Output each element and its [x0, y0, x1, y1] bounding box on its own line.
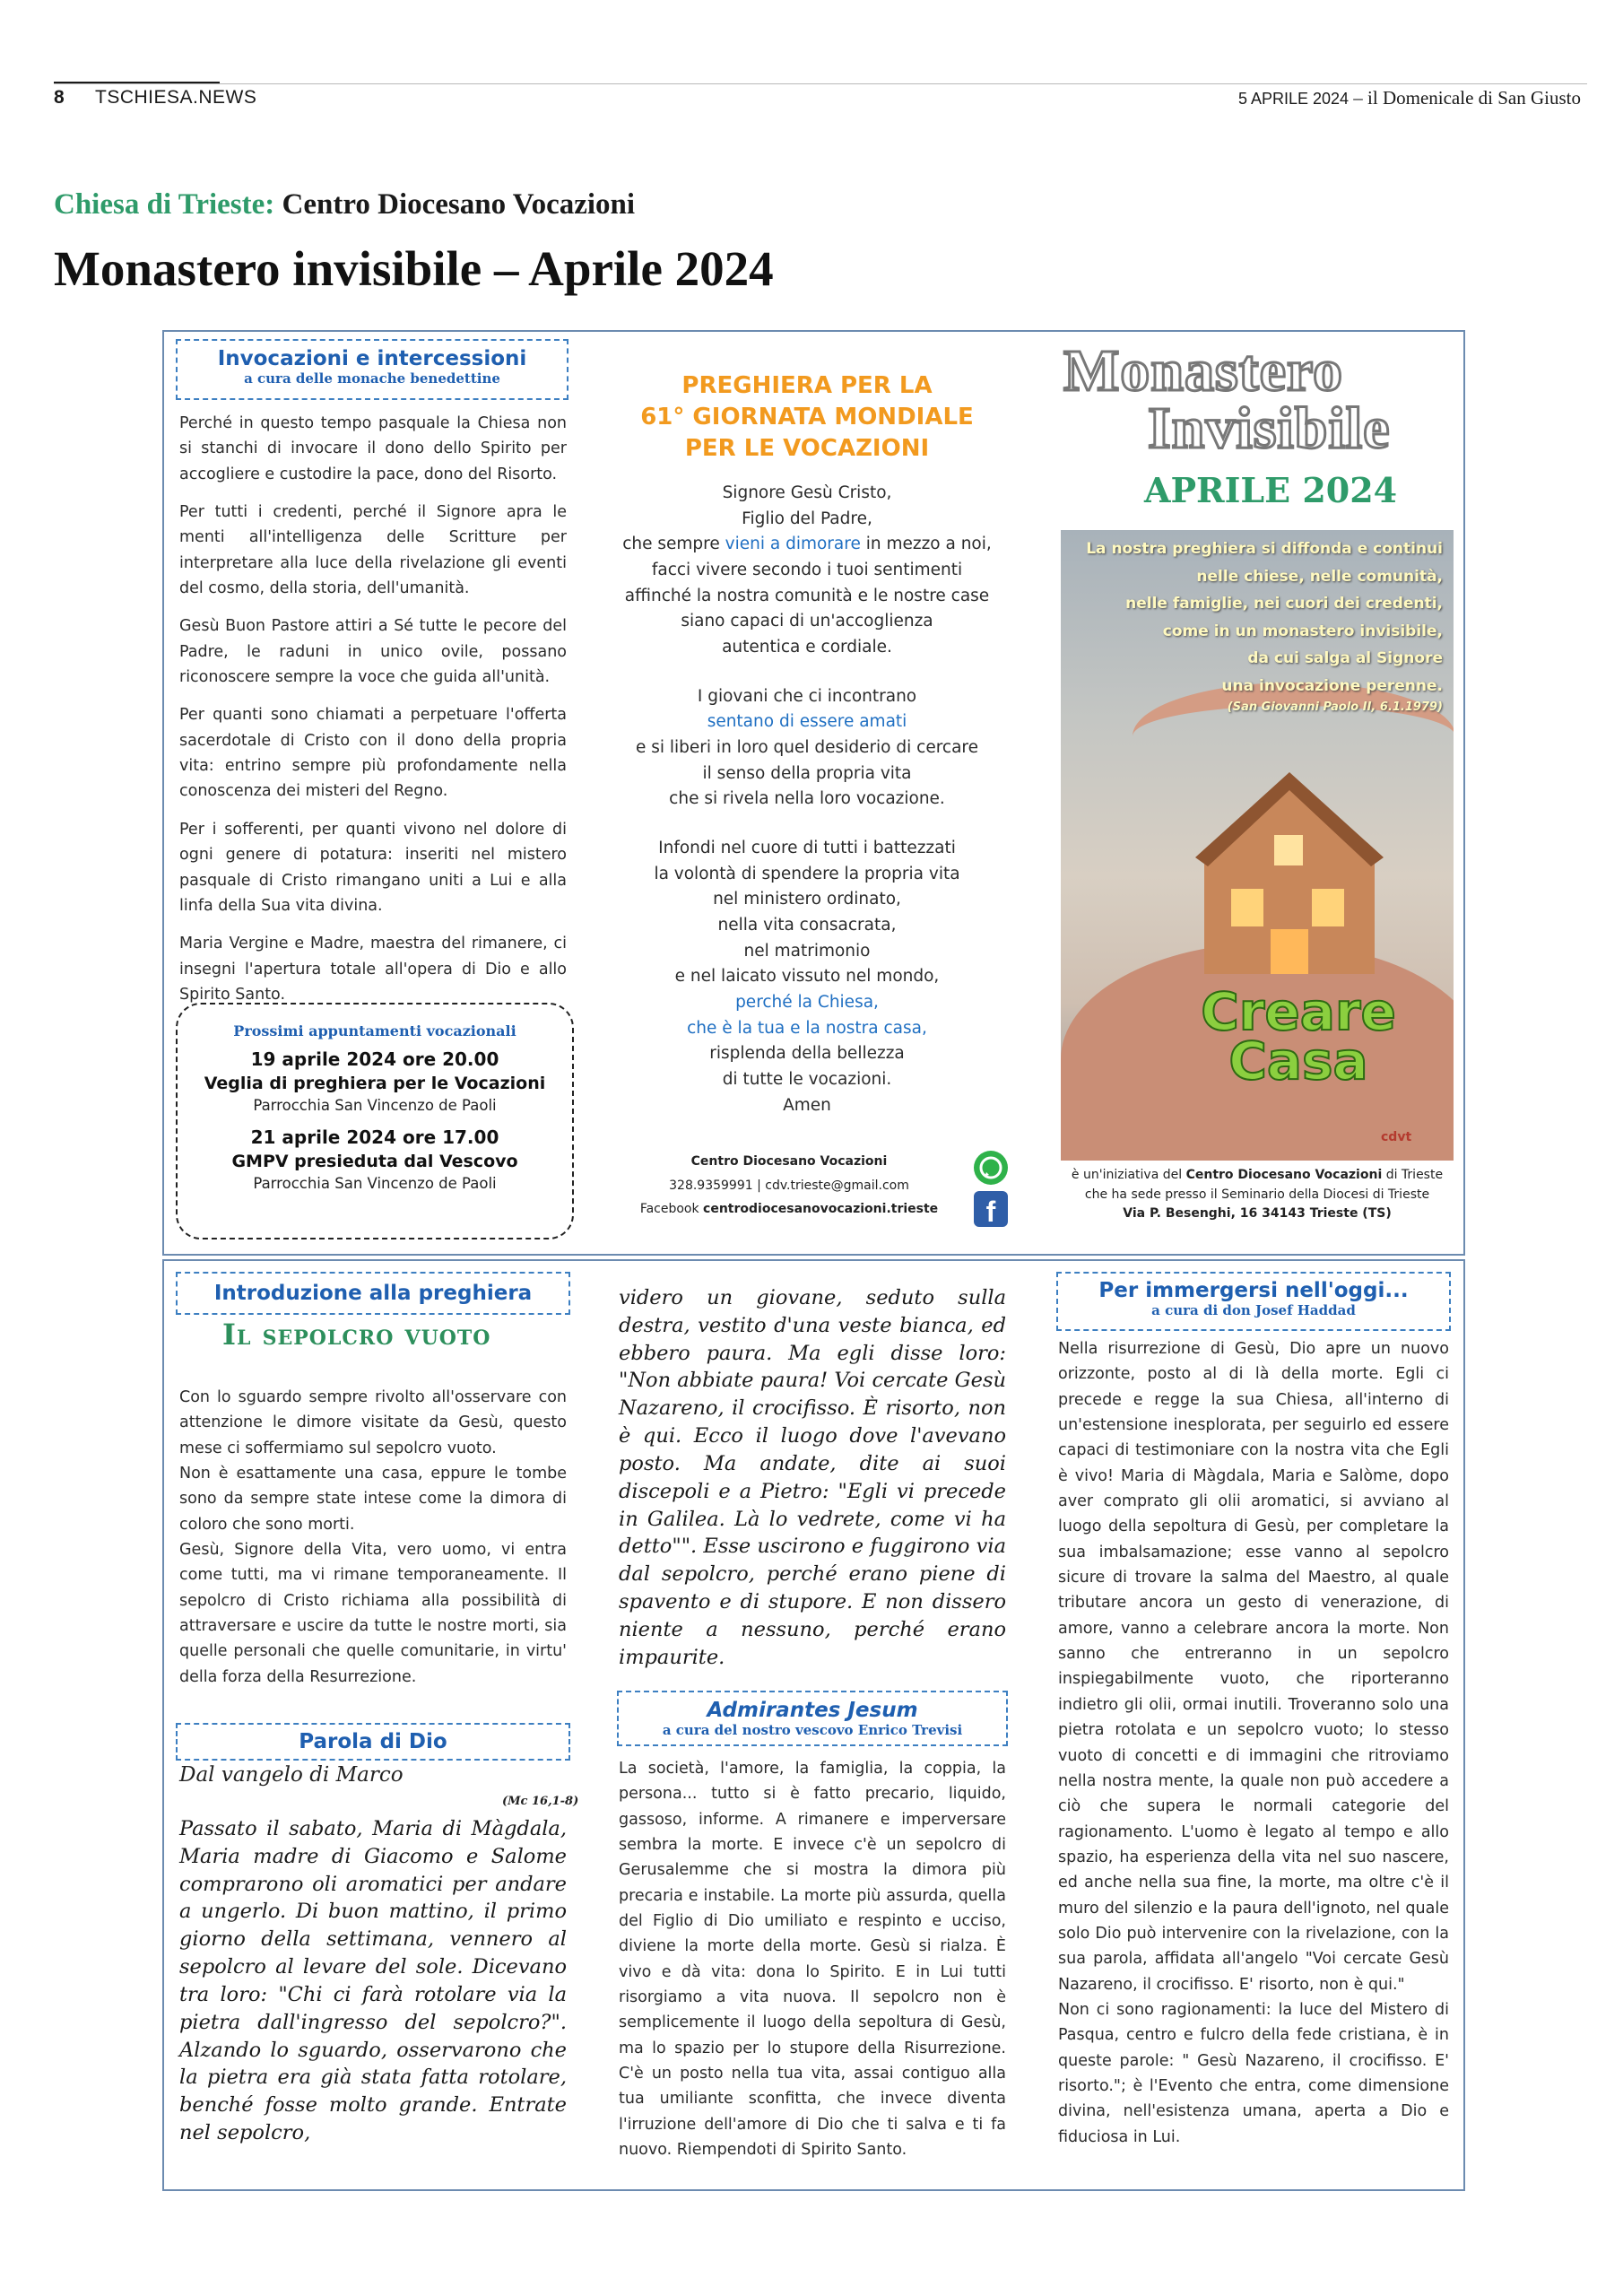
- appointments-title: Prossimi appuntamenti vocazionali: [233, 1022, 516, 1039]
- cdv-logo: cdvt: [1381, 1130, 1412, 1144]
- admirantes-subtitle: a cura del nostro vescovo Enrico Trevisi: [662, 1722, 963, 1738]
- whatsapp-glyph: [974, 1151, 1008, 1185]
- parola-title: Parola di Dio: [299, 1730, 447, 1753]
- prayer-line: facci vivere secondo i tuoi sentimenti: [651, 561, 963, 580]
- quote-line: La nostra preghiera si diffonda e continui: [1086, 540, 1443, 558]
- event1-place: Parrocchia San Vincenzo de Paoli: [253, 1097, 497, 1114]
- brand-title-line2: Invisibile: [1148, 396, 1391, 461]
- prayer-highlight: vieni a dimorare: [725, 535, 861, 554]
- invocazioni-paragraph: Maria Vergine e Madre, maestra del rimanere, ci insegni l'apertura totale all'opera di Dio e allo Spirito Santo.: [179, 935, 567, 1004]
- prayer-highlight: perché la Chiesa,: [735, 993, 879, 1013]
- prayer-highlight: sentano di essere amati: [707, 712, 907, 732]
- quote-source: (San Giovanni Paolo II, 6.1.1979): [1227, 700, 1443, 714]
- prayer-line: nel matrimonio: [743, 941, 871, 961]
- quote-line: da cui salga al Signore: [1247, 649, 1443, 668]
- theme-line: Creare: [1201, 981, 1396, 1042]
- event2-place: Parrocchia San Vincenzo de Paoli: [253, 1175, 497, 1192]
- facebook-icon[interactable]: [974, 1191, 1008, 1227]
- prayer-line: I giovani che ci incontrano: [697, 686, 917, 706]
- initiative-fragment: è un'iniziativa del: [1071, 1168, 1186, 1182]
- contact-phone-email[interactable]: 328.9359991 | cdv.trieste@gmail.com: [669, 1178, 909, 1193]
- introduzione-paragraph: Non è esattamente una casa, eppure le tombe sono da sempre state intese come la dimora di coloro che sono morti.: [179, 1465, 567, 1534]
- invocazioni-subtitle: a cura delle monache benedettine: [244, 370, 500, 387]
- event1-date: 19 aprile 2024 ore 20.00: [250, 1048, 499, 1070]
- prayer-title-line: PREGHIERA PER LA: [681, 372, 933, 399]
- event1-name: Veglia di preghiera per le Vocazioni: [204, 1074, 546, 1093]
- prayer-title-line: 61° GIORNATA MONDIALE: [640, 404, 974, 431]
- prayer-line: autentica e cordiale.: [722, 638, 892, 657]
- publication-name: TSCHIESA.NEWS: [95, 87, 257, 108]
- appointments-box: [176, 1003, 574, 1239]
- prayer-text: [610, 481, 1004, 1118]
- introduzione-paragraph: Con lo sguardo sempre rivolto all'osservare con attenzione le dimore visitate da Gesù, questo mese ci soffermiamo sul sepolcro vuoto.: [179, 1388, 567, 1457]
- prayer-line: siano capaci di un'accoglienza: [681, 612, 933, 631]
- article-headline: Monastero invisibile – Aprile 2024: [54, 241, 774, 296]
- theme-line: Casa: [1228, 1031, 1368, 1092]
- parola-text-part2: videro un giovane, seduto sulla destra, vestito d'una veste bianca, ed ebbero paura. Ma egli disse loro: "Non abbiate paura! Voi cercate Gesù Nazareno, il crocifisso. È risorto, non è qui. Ecco il luogo dove l'avevano posto. Ma andate, dite ai suoi discepoli e a Pietro: "Egli vi precede in Galilea. Là lo vedrete, come vi ha detto"". Esse uscirono e fuggirono via dal sepolcro, perché erano piene di spavento e di stupore. E non dissero niente a nessuno, perché erano impaurite.: [619, 1286, 1006, 1669]
- prayer-fragment: che sempre: [622, 535, 725, 554]
- facebook-glyph: f: [985, 1196, 996, 1228]
- sepolcro-heading: Il sepolcro vuoto: [222, 1318, 491, 1352]
- kicker-office: Centro Diocesano Vocazioni: [274, 188, 636, 221]
- theme-title: [1150, 981, 1446, 1092]
- admirantes-header-box: [617, 1691, 1008, 1746]
- initiative-note: [1065, 1166, 1449, 1224]
- john-paul-quote: [1066, 535, 1443, 700]
- invocazioni-text: [179, 411, 567, 1007]
- kicker-church: Chiesa di Trieste:: [54, 188, 275, 221]
- invocazioni-paragraph: Per quanti sono chiamati a perpetuare l'offerta sacerdotale di Cristo con il dono della propria vita: entrino sempre più profondamente nella conoscenza dei misteri del Regno.: [179, 706, 567, 801]
- facebook-label: Facebook: [639, 1202, 704, 1217]
- prayer-highlight: che è la tua e la nostra casa,: [687, 1018, 927, 1038]
- introduzione-header-box: [176, 1272, 570, 1315]
- initiative-address: Via P. Besenghi, 16 34143 Trieste (TS): [1123, 1206, 1392, 1222]
- parola-header-box: [176, 1723, 570, 1761]
- invocazioni-paragraph: Gesù Buon Pastore attiri a Sé tutte le pecore del Padre, le raduni in unico ovile, possano riconoscere sempre la voce che guida all'unità.: [179, 617, 567, 687]
- initiative-line: che ha sede presso il Seminario della Diocesi di Trieste: [1084, 1187, 1430, 1202]
- prayer-line: nella vita consacrata,: [717, 916, 897, 935]
- prayer-line: nel ministero ordinato,: [713, 890, 901, 909]
- initiative-line: [1065, 1166, 1449, 1186]
- prayer-line: [610, 532, 1004, 558]
- prayer-line: il senso della propria vita: [702, 763, 912, 783]
- prayer-line: Amen: [783, 1095, 831, 1115]
- introduzione-paragraph: Gesù, Signore della Vita, vero uomo, vi entra come tutti, ma vi rimane temporaneamente. Il sepolcro di Cristo richiama alla possibilità di attraversare e uscire da tutte le nostre morti, sia quelle personali che quelle comunitarie, in virtu' della forza della Resurrezione.: [179, 1541, 567, 1686]
- prayer-stanza-gap: [610, 813, 1004, 836]
- header-rule: [54, 83, 1587, 84]
- prayer-line: risplenda della bellezza: [709, 1044, 905, 1064]
- admirantes-text: La società, l'amore, la famiglia, la coppia, la persona... tutto si è fatto precario, liquido, gassoso, informe. A rimanere e imperversare sembra la morte. E invece c'è un sepolcro di Gerusalemme che si mostra la dimora più precaria e instabile. La morte più assurda, quella del Figlio di Dio umiliato e respinto e ucciso, diviene la morte della morte. Gesù si rialza. È vivo e dà vita: dona lo Spirito. E in Lui tutti risorgiamo a vita nuova. Il sepolcro non è semplicemente il luogo della sepoltura di Gesù, ma lo spazio per lo stupore della Risurrezione. C'è un posto nella tua vita, assai contiguo alla tua umiliante sconfitta, che invece diventa l'irruzione dell'amore di Dio che ti salva e ti fa nuovo. Riempendoti di Spirito Santo.: [619, 1760, 1006, 2160]
- whatsapp-icon[interactable]: [974, 1151, 1008, 1185]
- issue-line: [1238, 87, 1581, 109]
- immergersi-title: Per immergersi nell'oggi...: [1098, 1279, 1409, 1302]
- house-in-hands-photo: [1061, 530, 1454, 1161]
- prayer-line: Infondi nel cuore di tutti i battezzati: [658, 839, 956, 858]
- quote-line: come in un monastero invisibile,: [1162, 622, 1443, 640]
- quote-line: nelle chiese, nelle comunità,: [1196, 567, 1443, 586]
- introduzione-text: [179, 1385, 567, 1690]
- article-kicker: [54, 188, 635, 222]
- contact-org: Centro Diocesano Vocazioni: [690, 1154, 888, 1169]
- invocazioni-paragraph: Perché in questo tempo pasquale la Chiesa non si stanchi di invocare il dono dello Spirito per accogliere e custodire la pace, dono del Risorto.: [179, 414, 567, 483]
- contact-block: [619, 1150, 959, 1222]
- immergersi-subtitle: a cura di don Josef Haddad: [1151, 1302, 1356, 1318]
- prayer-line: Signore Gesù Cristo,: [722, 483, 892, 502]
- prayer-line: Figlio del Padre,: [742, 509, 872, 528]
- prayer-title-line: PER LE VOCAZIONI: [684, 435, 930, 463]
- introduzione-title: Introduzione alla preghiera: [213, 1282, 533, 1305]
- prayer-line: di tutte le vocazioni.: [722, 1070, 892, 1090]
- prayer-line: e nel laicato vissuto nel mondo,: [674, 967, 940, 987]
- invocazioni-paragraph: Per i sofferenti, per quanti vivono nel dolore di ogni genere di potatura: inseriti nel mistero pasquale di Cristo rimangano uniti a Lui e alla linfa della Sua vita divina.: [179, 820, 567, 915]
- contact-facebook[interactable]: [619, 1197, 959, 1222]
- page-number: 8: [54, 87, 65, 108]
- parola-text-part1: Passato il sabato, Maria di Màgdala, Maria madre di Giacomo e Salome comprarono oli aromatici per andare a ungerlo. Di buon mattino, il primo giorno della settimana, vennero al sepolcro al levare del sole. Dicevano tra loro: "Chi ci farà rotolare via la pietra dall'ingresso del sepolcro?". Alzando lo sguardo, osservarono che la pietra era già stata fatta rotolare, benché fosse molto grande. Entrate nel sepolcro,: [179, 1817, 567, 2144]
- invocazioni-header-box: [176, 339, 568, 400]
- issue-name: il Domenicale di San Giusto: [1367, 87, 1581, 109]
- invocazioni-title: Invocazioni e intercessioni: [217, 347, 527, 370]
- parola-reference: (Mc 16,1-8): [502, 1795, 579, 1808]
- immergersi-header-box: [1056, 1272, 1451, 1331]
- prayer-line: la volontà di spendere la propria vita: [654, 864, 960, 883]
- issue-date: 5 APRILE 2024: [1237, 90, 1350, 108]
- prayer-line: affinché la nostra comunità e le nostre case: [624, 586, 990, 605]
- prayer-line: e si liberi in loro quel desiderio di cercare: [635, 738, 978, 758]
- event2-name: GMPV presieduta dal Vescovo: [231, 1152, 518, 1171]
- wooden-house-icon: [1195, 772, 1384, 978]
- quote-line: nelle famiglie, nei cuori dei credenti,: [1125, 595, 1443, 613]
- immergersi-paragraph: Nella risurrezione di Gesù, Dio apre un nuovo orizzonte, posto al di là della morte. Egli ci precede e regge la sua Chiesa, all'interno di un'estensione inesplorata, per seguirlo ed essere capaci di testimoniare con la nostra vita che Egli è vivo! Maria di Màgdala, Maria e Salòme, dopo aver comprato gli olii aromatici, si avviano al luogo della sepoltura di Gesù, per completare la sua imbalsamazione; esse vanno al sepolcro sicure di trovare la salma del Maestro, al quale tributare ancora un gesto di venerazione, di amore, vanno a celebrare ancora la morte. Non sanno che entreranno in un sepolcro inspiegabilmente vuoto, che riporteranno indietro gli olii, ormai inutili. Troveranno solo una pietra rotolata e un sepolcro vuoto; lo stesso vuoto di concetti e di immagini che ritroviamo nella nostra mente, la quale non può accedere a ciò che supera le normali categorie del ragionamento. L'uomo è legato al tempo e allo spazio, ha esperienza della vita nel suo nascere, ed anche nella sua fine, la morte, ma oltre c'è il muro del silenzio e la paura dell'ignoto, nel quale solo Dio può intervenire con la rivelazione, con la sua parola, affidata all'angelo "Voi cercate Gesù Nazareno, il crocifisso. E' risorto, non è qui.": [1058, 1340, 1449, 1994]
- event2-date: 21 aprile 2024 ore 17.00: [250, 1126, 499, 1148]
- brand-month: APRILE 2024: [1144, 470, 1398, 510]
- prayer-fragment: in mezzo a noi,: [860, 535, 992, 554]
- immergersi-paragraph: Non ci sono ragionamenti: la luce del Mistero di Pasqua, centro e fulcro della fede cristiana, è in queste parole: " Gesù Nazareno, il crocifisso. E' risorto."; è l'Evento che entra, come dimensione divina, nell'esistenza umana, aperta a Dio e fiduciosa in Lui.: [1058, 2000, 1449, 2146]
- immergersi-text: [1058, 1336, 1449, 2150]
- issue-dash: –: [1349, 87, 1368, 109]
- prayer-stanza-gap: [610, 661, 1004, 684]
- initiative-org: Centro Diocesano Vocazioni: [1185, 1168, 1383, 1182]
- quote-line: una invocazione perenne.: [1221, 676, 1443, 695]
- invocazioni-paragraph: Per tutti i credenti, perché il Signore apra le menti all'intelligenza delle Scritture per interpretare alla luce della rivelazione gli eventi del cosmo, della storia, dell'umanità.: [179, 503, 567, 598]
- prayer-line: che si rivela nella loro vocazione.: [669, 789, 945, 809]
- brand-title-line1: Monastero: [1063, 338, 1344, 404]
- facebook-page[interactable]: centrodiocesanovocazioni.trieste: [703, 1202, 939, 1217]
- parola-source: Dal vangelo di Marco: [179, 1763, 404, 1787]
- admirantes-title: Admirantes Jesum: [707, 1699, 918, 1722]
- prayer-title: [628, 370, 986, 465]
- initiative-fragment: di Trieste: [1382, 1168, 1444, 1182]
